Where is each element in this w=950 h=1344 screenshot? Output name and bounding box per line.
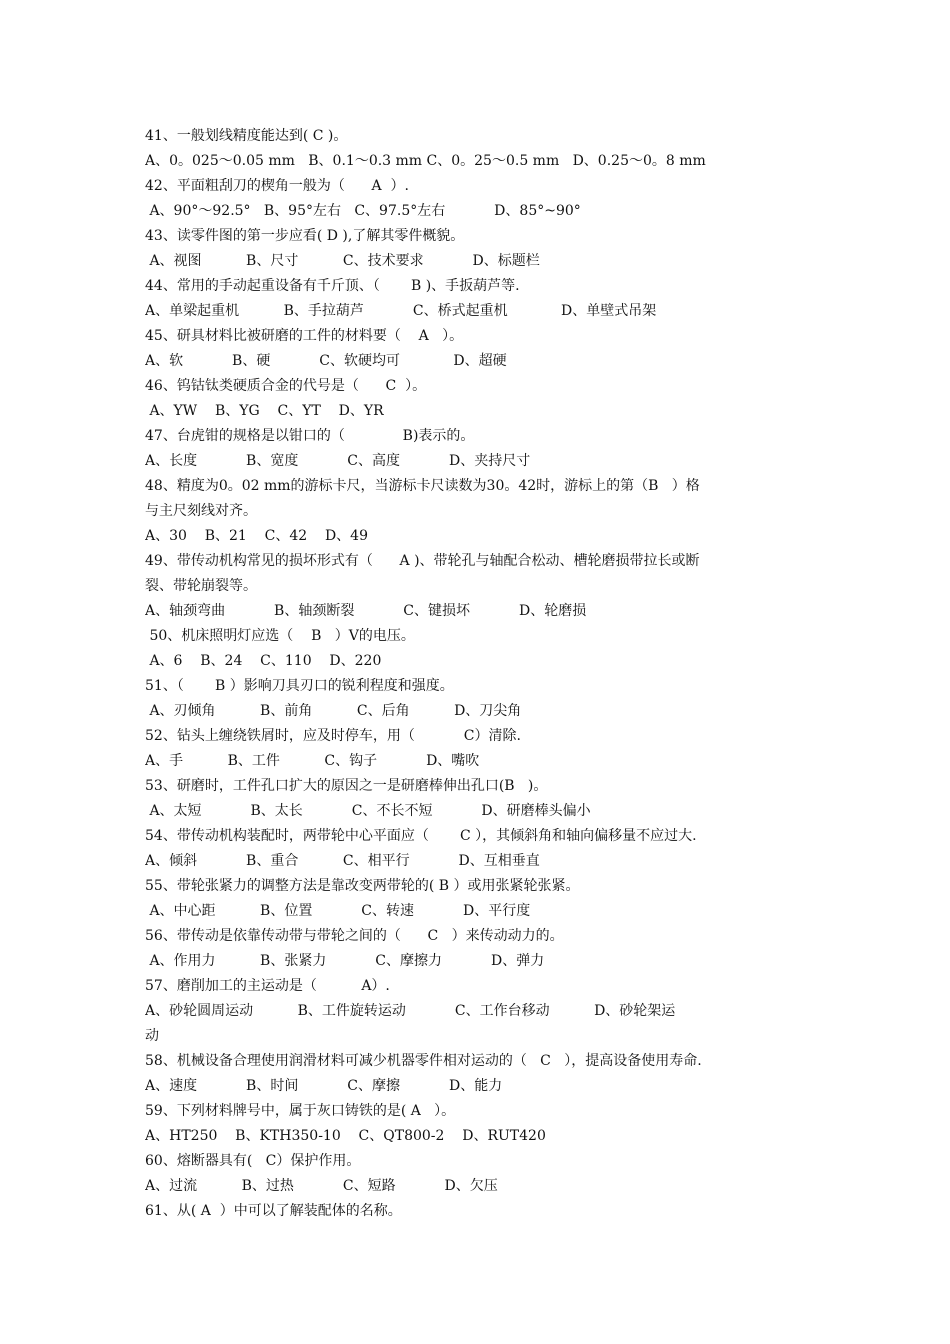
question-48-cont: 与主尺刻线对齐。 xyxy=(145,503,257,519)
question-53: 53、研磨时，工件孔口扩大的原因之一是研磨棒伸出孔口(B )。 xyxy=(145,778,548,794)
options-57: A、砂轮圆周运动 B、工件旋转运动 C、工作台移动 D、砂轮架运 xyxy=(145,1003,676,1019)
question-49-cont: 裂、带轮崩裂等。 xyxy=(145,578,257,594)
question-52: 52、钻头上缠绕铁屑时，应及时停车，用（ C）清除. xyxy=(145,728,521,744)
question-54: 54、带传动机构装配时，两带轮中心平面应（ C ），其倾斜角和轴向偏移量不应过大. xyxy=(145,828,697,844)
options-43: A、视图 B、尺寸 C、技术要求 D、标题栏 xyxy=(145,253,540,269)
options-57-cont: 动 xyxy=(145,1028,159,1044)
options-55: A、中心距 B、位置 C、转速 D、平行度 xyxy=(145,903,531,919)
question-61: 61、从( A ）中可以了解装配体的名称。 xyxy=(145,1203,402,1219)
question-48: 48、精度为0。02 mm的游标卡尺，当游标卡尺读数为30。42时，游标上的第（B ）格 xyxy=(145,478,700,494)
question-50: 50、机床照明灯应选（ B ）V的电压。 xyxy=(145,628,415,644)
question-58: 58、机械设备合理使用润滑材料可减少机器零件相对运动的（ C ），提高设备使用寿命. xyxy=(145,1053,702,1069)
options-42: A、90°～92.5° B、95°左右 C、97.5°左右 D、85°~90° xyxy=(145,203,581,219)
question-56: 56、带传动是依靠传动带与带轮之间的（ C ）来传动动力的。 xyxy=(145,928,564,944)
question-49: 49、带传动机构常见的损坏形式有（ A )、带轮孔与轴配合松动、槽轮磨损带拉长或断 xyxy=(145,553,700,569)
options-53: A、太短 B、太长 C、不长不短 D、研磨棒头偏小 xyxy=(145,803,591,819)
question-43: 43、读零件图的第一步应看( D ),了解其零件概貌。 xyxy=(145,228,465,244)
options-52: A、手 B、工件 C、钩子 D、嘴吹 xyxy=(145,753,480,769)
options-49: A、轴颈弯曲 B、轴颈断裂 C、键损坏 D、轮磨损 xyxy=(145,603,587,619)
question-57: 57、磨削加工的主运动是（ A）. xyxy=(145,978,390,994)
question-41: 41、一般划线精度能达到( C )。 xyxy=(145,128,348,144)
question-47: 47、台虎钳的规格是以钳口的（ B)表示的。 xyxy=(145,428,475,444)
options-58: A、速度 B、时间 C、摩擦 D、能力 xyxy=(145,1078,503,1094)
question-42: 42、平面粗刮刀的楔角一般为（ A ）. xyxy=(145,178,409,194)
question-44: 44、常用的手动起重设备有千斤顶、（ B )、手扳葫芦等. xyxy=(145,278,520,294)
question-45: 45、研具材料比被研磨的工件的材料要（ A ）。 xyxy=(145,328,464,344)
options-60: A、过流 B、过热 C、短路 D、欠压 xyxy=(145,1178,498,1194)
options-45: A、软 B、硬 C、软硬均可 D、超硬 xyxy=(145,353,507,369)
options-51: A、刃倾角 B、前角 C、后角 D、刀尖角 xyxy=(145,703,522,719)
options-44: A、单梁起重机 B、手拉葫芦 C、桥式起重机 D、单壁式吊架 xyxy=(145,303,657,319)
question-46: 46、钨钴钛类硬质合金的代号是（ C ）。 xyxy=(145,378,427,394)
question-60: 60、熔断器具有( C）保护作用。 xyxy=(145,1153,361,1169)
options-50: A、6 B、24 C、110 D、220 xyxy=(145,653,382,669)
options-46: A、YW B、YG C、YT D、YR xyxy=(145,403,384,419)
question-55: 55、带轮张紧力的调整方法是靠改变两带轮的( B ）或用张紧轮张紧。 xyxy=(145,878,580,894)
options-47: A、长度 B、宽度 C、高度 D、夹持尺寸 xyxy=(145,453,531,469)
options-41: A、0。025～0.05 mm B、0.1～0.3 mm C、0。25～0.5 mm D、0.25～0。8 mm xyxy=(145,153,706,169)
options-48: A、30 B、21 C、42 D、49 xyxy=(145,528,368,544)
options-56: A、作用力 B、张紧力 C、摩擦力 D、弹力 xyxy=(145,953,545,969)
question-59: 59、下列材料牌号中，属于灰口铸铁的是( A ）。 xyxy=(145,1103,456,1119)
options-59: A、HT250 B、KTH350-10 C、QT800-2 D、RUT420 xyxy=(145,1128,546,1144)
question-51: 51、（ B ）影响刀具刃口的锐利程度和强度。 xyxy=(145,678,454,694)
options-54: A、倾斜 B、重合 C、相平行 D、互相垂直 xyxy=(145,853,540,869)
